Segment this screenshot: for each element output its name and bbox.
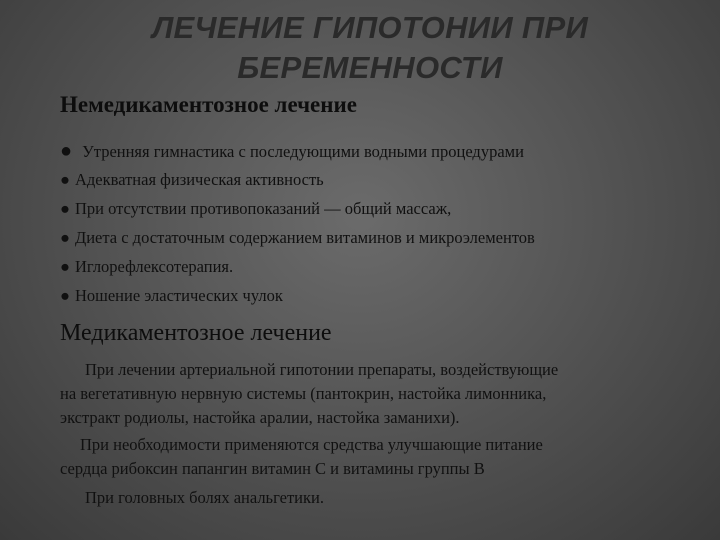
non-drug-list xyxy=(60,141,700,315)
slide-title xyxy=(100,8,640,88)
list-item-text: Утренняя гимнастика с последующими водными процедурами xyxy=(82,142,524,161)
bullet-icon: ● xyxy=(60,257,70,276)
paragraph-line: экстракт родиолы, настойка аралии, настойка заманихи). xyxy=(60,408,460,427)
bullet-icon: ● xyxy=(60,199,70,218)
paragraph-line: При лечении артериальной гипотонии препараты, воздействующие xyxy=(85,360,559,379)
paragraph-line: на вегетативную нервную системы (пантокрин, настойка лимонника, xyxy=(60,384,547,403)
list-item xyxy=(60,199,700,228)
bullet-icon: ● xyxy=(60,140,73,162)
list-item-text: Диета с достаточным содержанием витаминов и микроэлементов xyxy=(74,228,535,247)
drug-heading: Медикаментозное лечение xyxy=(60,320,332,346)
list-item-text: При отсутствии противопоказаний — общий массаж, xyxy=(74,199,452,218)
list-item-text: Иглорефлексотерапия. xyxy=(74,257,234,276)
list-item xyxy=(60,257,700,286)
list-item-text: Адекватная физическая активность xyxy=(74,170,324,189)
paragraph-line: сердца рибоксин папангин витамин С и витамины группы В xyxy=(60,459,485,478)
title-line-1: ЛЕЧЕНИЕ ГИПОТОНИИ ПРИ xyxy=(151,10,589,45)
paragraph xyxy=(60,486,700,510)
paragraph xyxy=(60,433,700,481)
paragraph xyxy=(60,358,700,430)
bullet-icon: ● xyxy=(60,228,70,247)
list-item xyxy=(60,228,700,257)
list-item-text: Ношение эластических чулок xyxy=(74,286,283,305)
paragraph-line: При необходимости применяются средства улучшающие питание xyxy=(80,435,543,454)
bullet-icon: ● xyxy=(60,286,70,305)
title-line-2: БЕРЕМЕННОСТИ xyxy=(237,50,503,85)
paragraph-line: При головных болях анальгетики. xyxy=(85,488,324,507)
non-drug-heading: Немедикаментозное лечение xyxy=(60,92,357,117)
list-item xyxy=(60,170,700,199)
list-item xyxy=(60,141,700,170)
list-item xyxy=(60,286,700,315)
bullet-icon: ● xyxy=(60,170,70,189)
